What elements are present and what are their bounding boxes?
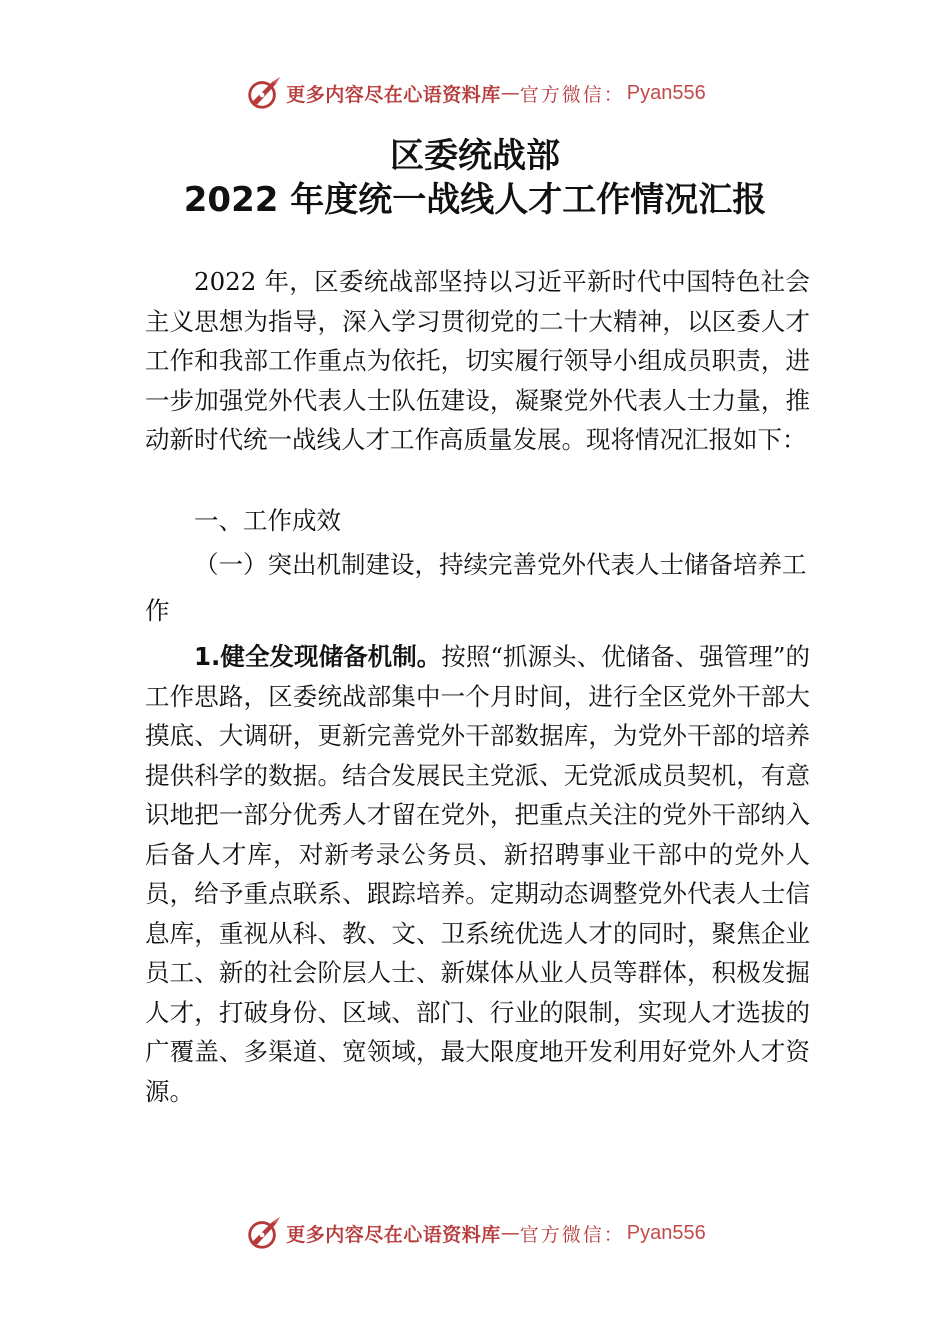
watermark-banner-top — [0, 73, 950, 113]
item-1-paragraph — [145, 637, 810, 1111]
item-1-body: 按照“抓源头、优储备、强管理”的工作思路，区委统战部集中一个月时间，进行全区党外干部大摸底、大调研，更新完善党外干部数据库，为党外干部的培养提供科学的数据。结合发展民主党派、无党派成员契机，有意识地把一部分优秀人才留在党外，把重点关注的党外干部纳入后备人才库，对新考录公务员、新招聘事业干部中的党外人员，给予重点联系、跟踪培养。定期动态调整党外代表人士信息库，重视从科、教、文、卫系统优选人才的同时，聚焦企业员工、新的社会阶层人士、新媒体从业人员等群体，积极发掘人才，打破身份、区域、部门、行业的限制，实现人才选拔的广覆盖、多渠道、宽领域，最大限度地开发利用好党外人才资源。 — [145, 642, 810, 1106]
watermark-wechat-label: 官方微信： — [519, 1223, 625, 1246]
subsection-heading: （一）突出机制建设，持续完善党外代表人士储备培养工作 — [145, 550, 807, 625]
watermark-wechat-id: Pyan556 — [626, 1221, 706, 1244]
watermark-main-text: 更多内容尽在心语资料库 — [286, 83, 501, 106]
watermark-banner-bottom — [0, 1213, 950, 1253]
watermark-separator: — — [500, 1222, 520, 1244]
watermark-wechat-id: Pyan556 — [626, 81, 706, 104]
document-title-line2: 2022 年度统一战线人才工作情况汇报 — [183, 180, 767, 220]
item-1-lead: 1.健全发现储备机制。 — [194, 642, 442, 671]
section-heading: 一、工作成效 — [194, 506, 341, 535]
watermark-main-text: 更多内容尽在心语资料库 — [286, 1223, 501, 1246]
quill-pen-logo-icon — [244, 1214, 282, 1252]
quill-pen-logo-icon — [244, 74, 282, 112]
watermark-wechat-label: 官方微信： — [519, 83, 625, 106]
document-title-line1: 区委统战部 — [390, 136, 560, 176]
intro-paragraph: 2022 年，区委统战部坚持以习近平新时代中国特色社会主义思想为指导，深入学习贯彻党的二十大精神，以区委人才工作和我部工作重点为依托，切实履行领导小组成员职责，进一步加强党外代表人士队伍建设，凝聚党外代表人士力量，推动新时代统一战线人才工作高质量发展。现将情况汇报如下： — [145, 267, 810, 454]
watermark-separator: — — [500, 82, 520, 104]
